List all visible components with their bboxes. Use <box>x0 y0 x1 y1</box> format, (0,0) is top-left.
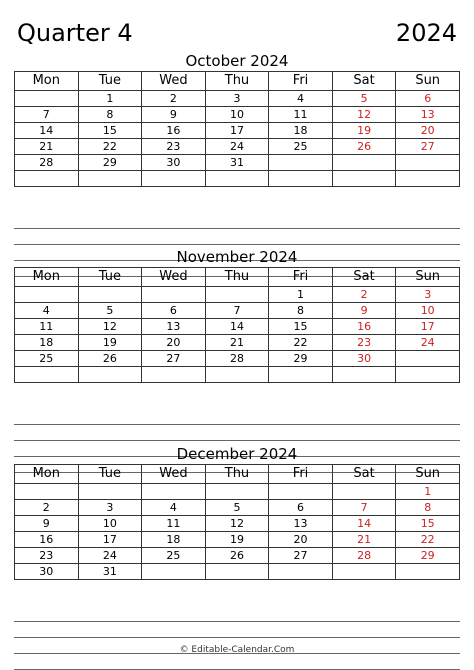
day-cell <box>205 171 269 187</box>
day-cell <box>15 287 79 303</box>
day-cell <box>142 367 206 383</box>
day-cell: 14 <box>332 516 396 532</box>
day-cell: 1 <box>269 287 333 303</box>
weekday-label: Sun <box>396 465 460 484</box>
day-cell: 23 <box>15 548 79 564</box>
day-cell: 27 <box>269 548 333 564</box>
day-cell <box>332 484 396 500</box>
weekday-label: Mon <box>15 465 79 484</box>
day-cell: 15 <box>396 516 460 532</box>
day-cell: 27 <box>142 351 206 367</box>
day-cell: 2 <box>332 287 396 303</box>
day-cell: 5 <box>205 500 269 516</box>
weekday-label: Tue <box>78 465 142 484</box>
weekday-label: Wed <box>142 72 206 91</box>
day-cell <box>332 367 396 383</box>
day-cell: 15 <box>78 123 142 139</box>
day-cell <box>269 564 333 580</box>
day-cell: 15 <box>269 319 333 335</box>
day-cell <box>15 91 79 107</box>
day-cell: 18 <box>269 123 333 139</box>
day-cell: 6 <box>396 91 460 107</box>
quarter-title: Quarter 4 <box>17 19 133 47</box>
week-row <box>15 139 460 155</box>
note-line <box>14 244 460 245</box>
day-cell: 9 <box>332 303 396 319</box>
weekday-label: Sun <box>396 72 460 91</box>
day-cell: 25 <box>15 351 79 367</box>
day-cell: 24 <box>396 335 460 351</box>
day-cell: 21 <box>15 139 79 155</box>
day-cell: 18 <box>142 532 206 548</box>
footer-credit: © Editable-Calendar.Com <box>179 645 295 655</box>
day-cell: 7 <box>15 107 79 123</box>
day-cell: 7 <box>332 500 396 516</box>
day-cell: 21 <box>332 532 396 548</box>
week-row <box>15 303 460 319</box>
day-cell: 12 <box>78 319 142 335</box>
day-cell: 24 <box>205 139 269 155</box>
day-cell: 10 <box>396 303 460 319</box>
day-cell: 23 <box>142 139 206 155</box>
day-cell: 10 <box>78 516 142 532</box>
day-cell <box>78 171 142 187</box>
weekday-label: Mon <box>15 268 79 287</box>
day-cell: 1 <box>78 91 142 107</box>
weekday-header-row <box>15 465 460 484</box>
weekday-label: Thu <box>205 72 269 91</box>
day-cell: 17 <box>78 532 142 548</box>
day-cell: 2 <box>15 500 79 516</box>
weekday-label: Fri <box>269 268 333 287</box>
day-cell: 26 <box>332 139 396 155</box>
day-cell: 4 <box>15 303 79 319</box>
day-cell: 28 <box>15 155 79 171</box>
day-cell: 23 <box>332 335 396 351</box>
day-cell <box>396 155 460 171</box>
day-cell <box>332 171 396 187</box>
week-row <box>15 532 460 548</box>
weekday-label: Thu <box>205 465 269 484</box>
day-cell: 12 <box>205 516 269 532</box>
day-cell <box>15 171 79 187</box>
day-cell: 22 <box>78 139 142 155</box>
weekday-label: Sat <box>332 268 396 287</box>
month-grid <box>14 464 460 580</box>
weekday-header-row <box>15 72 460 91</box>
day-cell: 9 <box>142 107 206 123</box>
day-cell: 26 <box>205 548 269 564</box>
week-row <box>15 516 460 532</box>
day-cell: 18 <box>15 335 79 351</box>
week-row <box>15 123 460 139</box>
day-cell: 26 <box>78 351 142 367</box>
day-cell <box>142 171 206 187</box>
day-cell: 3 <box>205 91 269 107</box>
week-row <box>15 351 460 367</box>
day-cell <box>15 484 79 500</box>
weekday-label: Tue <box>78 268 142 287</box>
week-row <box>15 367 460 383</box>
day-cell: 4 <box>269 91 333 107</box>
weekday-label: Wed <box>142 268 206 287</box>
note-line <box>14 440 460 441</box>
day-cell <box>205 367 269 383</box>
month-title: November 2024 <box>176 248 298 266</box>
day-cell: 22 <box>396 532 460 548</box>
day-cell: 22 <box>269 335 333 351</box>
day-cell: 20 <box>396 123 460 139</box>
day-cell: 13 <box>269 516 333 532</box>
weekday-label: Fri <box>269 465 333 484</box>
week-row <box>15 548 460 564</box>
day-cell: 14 <box>205 319 269 335</box>
day-cell: 28 <box>205 351 269 367</box>
day-cell: 28 <box>332 548 396 564</box>
day-cell: 12 <box>332 107 396 123</box>
day-cell: 16 <box>142 123 206 139</box>
week-row <box>15 564 460 580</box>
day-cell <box>205 484 269 500</box>
day-cell: 14 <box>15 123 79 139</box>
week-row <box>15 171 460 187</box>
day-cell: 17 <box>205 123 269 139</box>
day-cell: 8 <box>269 303 333 319</box>
week-row <box>15 107 460 123</box>
day-cell: 31 <box>205 155 269 171</box>
weekday-label: Wed <box>142 465 206 484</box>
day-cell: 30 <box>332 351 396 367</box>
day-cell: 11 <box>15 319 79 335</box>
day-cell: 29 <box>396 548 460 564</box>
day-cell: 2 <box>142 91 206 107</box>
week-row <box>15 319 460 335</box>
day-cell: 13 <box>396 107 460 123</box>
day-cell: 8 <box>396 500 460 516</box>
day-cell: 8 <box>78 107 142 123</box>
day-cell <box>15 367 79 383</box>
day-cell: 25 <box>269 139 333 155</box>
day-cell: 13 <box>142 319 206 335</box>
week-row <box>15 484 460 500</box>
weekday-label: Thu <box>205 268 269 287</box>
week-row <box>15 500 460 516</box>
day-cell <box>269 155 333 171</box>
day-cell: 20 <box>142 335 206 351</box>
day-cell: 29 <box>78 155 142 171</box>
week-row <box>15 287 460 303</box>
month-title: December 2024 <box>176 445 298 463</box>
day-cell <box>142 287 206 303</box>
day-cell: 24 <box>78 548 142 564</box>
day-cell <box>142 484 206 500</box>
day-cell: 19 <box>78 335 142 351</box>
note-line <box>14 621 460 622</box>
day-cell <box>269 171 333 187</box>
day-cell: 19 <box>205 532 269 548</box>
day-cell: 17 <box>396 319 460 335</box>
day-cell <box>396 367 460 383</box>
week-row <box>15 155 460 171</box>
day-cell: 31 <box>78 564 142 580</box>
day-cell: 10 <box>205 107 269 123</box>
day-cell: 16 <box>332 319 396 335</box>
day-cell: 9 <box>15 516 79 532</box>
day-cell: 30 <box>15 564 79 580</box>
day-cell: 27 <box>396 139 460 155</box>
day-cell: 4 <box>142 500 206 516</box>
day-cell: 16 <box>15 532 79 548</box>
week-row <box>15 335 460 351</box>
weekday-label: Sun <box>396 268 460 287</box>
note-line <box>14 424 460 425</box>
month-grid <box>14 71 460 187</box>
day-cell: 5 <box>332 91 396 107</box>
weekday-label: Mon <box>15 72 79 91</box>
weekday-label: Sat <box>332 465 396 484</box>
day-cell: 11 <box>269 107 333 123</box>
day-cell <box>78 287 142 303</box>
day-cell <box>269 367 333 383</box>
day-cell: 7 <box>205 303 269 319</box>
day-cell <box>142 564 206 580</box>
day-cell: 19 <box>332 123 396 139</box>
week-row <box>15 91 460 107</box>
day-cell: 30 <box>142 155 206 171</box>
day-cell <box>396 351 460 367</box>
day-cell <box>78 367 142 383</box>
day-cell: 25 <box>142 548 206 564</box>
page-header <box>17 17 457 49</box>
day-cell <box>332 564 396 580</box>
day-cell: 5 <box>78 303 142 319</box>
day-cell: 6 <box>142 303 206 319</box>
weekday-label: Sat <box>332 72 396 91</box>
month-grid <box>14 267 460 383</box>
day-cell: 3 <box>78 500 142 516</box>
note-line <box>14 228 460 229</box>
day-cell <box>396 564 460 580</box>
month-title: October 2024 <box>185 52 289 70</box>
day-cell <box>205 287 269 303</box>
day-cell <box>332 155 396 171</box>
weekday-label: Tue <box>78 72 142 91</box>
day-cell <box>78 484 142 500</box>
weekday-header-row <box>15 268 460 287</box>
day-cell: 3 <box>396 287 460 303</box>
day-cell: 6 <box>269 500 333 516</box>
year-title: 2024 <box>395 19 457 47</box>
weekday-label: Fri <box>269 72 333 91</box>
day-cell <box>269 484 333 500</box>
note-line <box>14 637 460 638</box>
day-cell: 20 <box>269 532 333 548</box>
day-cell: 11 <box>142 516 206 532</box>
day-cell: 21 <box>205 335 269 351</box>
day-cell <box>205 564 269 580</box>
day-cell: 1 <box>396 484 460 500</box>
day-cell: 29 <box>269 351 333 367</box>
day-cell <box>396 171 460 187</box>
